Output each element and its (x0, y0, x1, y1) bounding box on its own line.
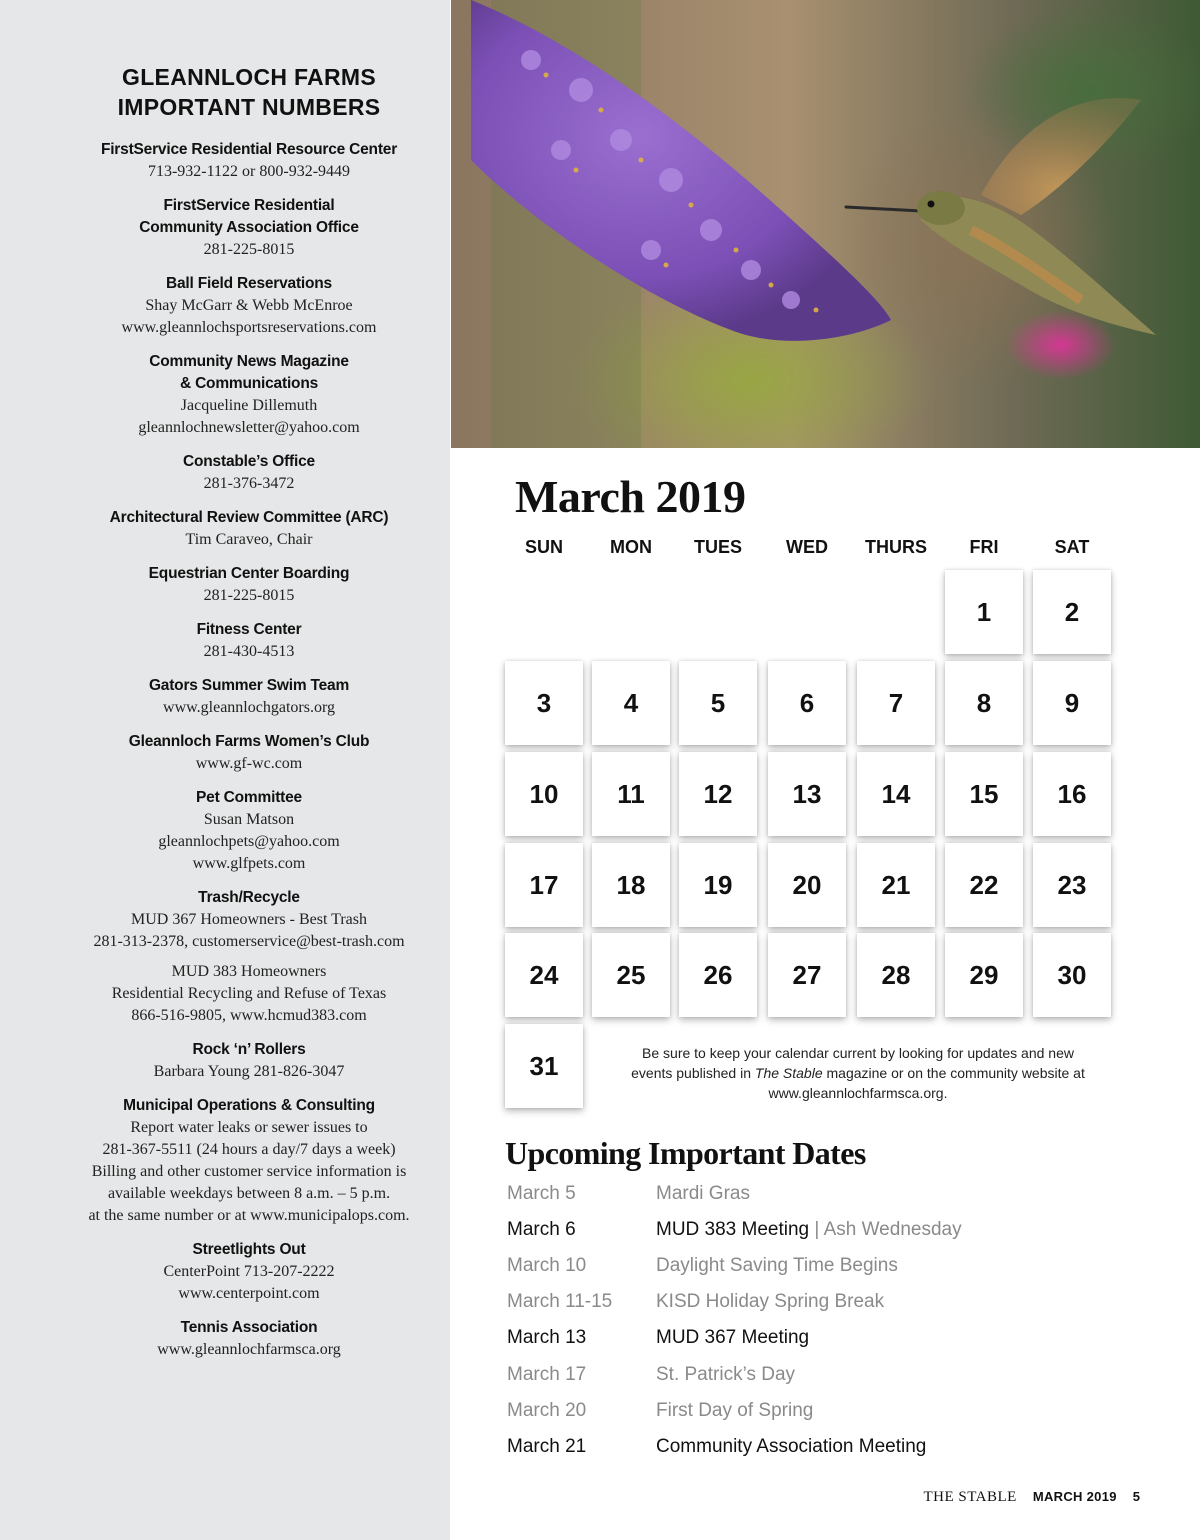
calendar-day: 10 (505, 752, 583, 836)
calendar-day: 6 (768, 661, 846, 745)
contact-detail: www.gleannlochgators.org (163, 699, 335, 716)
contact-detail: Tim Caraveo, Chair (185, 531, 313, 548)
event-date: March 11-15 (507, 1291, 613, 1313)
calendar-day: 28 (857, 933, 935, 1017)
contact-name: Community Association Office (139, 219, 359, 236)
contact-detail: Billing and other customer service information is (91, 1163, 407, 1180)
event-name: Community Association Meeting (656, 1435, 927, 1457)
calendar-day: 18 (592, 843, 670, 927)
contact-entry (0, 1317, 498, 1361)
contact-entry (0, 1095, 498, 1227)
calendar-day: 31 (505, 1024, 583, 1108)
upcoming-event (507, 1219, 1167, 1249)
event-name: Daylight Saving Time Begins (656, 1255, 898, 1277)
event-name: MUD 367 Meeting (656, 1327, 810, 1349)
weekday-label: TUES (693, 537, 742, 557)
calendar-day: 13 (768, 752, 846, 836)
upcoming-event (507, 1183, 1167, 1213)
contact-detail: MUD 367 Homeowners - Best Trash (131, 911, 367, 928)
contact-detail: www.gf-wc.com (195, 755, 303, 772)
contact-name: Municipal Operations & Consulting (123, 1097, 375, 1114)
contact-detail: MUD 383 Homeowners (171, 963, 327, 980)
calendar-day: 8 (945, 661, 1023, 745)
contact-detail: Barbara Young 281-826-3047 (153, 1063, 345, 1080)
calendar-day: 20 (768, 843, 846, 927)
calendar-day: 15 (945, 752, 1023, 836)
contact-entry (0, 1039, 498, 1083)
hummingbird-photo (451, 0, 1200, 448)
contact-name: Streetlights Out (192, 1241, 306, 1258)
contact-entry (0, 351, 498, 439)
upcoming-dates-title: Upcoming Important Dates (505, 1135, 866, 1171)
calendar-day: 21 (857, 843, 935, 927)
contact-detail: at the same number or at www.municipalops.com. (88, 1207, 410, 1224)
contact-detail: Susan Matson (203, 811, 295, 828)
contact-detail: Report water leaks or sewer issues to (130, 1119, 368, 1136)
weekday-label: SAT (1054, 537, 1090, 557)
contact-detail: 281-367-5511 (24 hours a day/7 days a week) (102, 1141, 396, 1158)
event-title (656, 1400, 813, 1422)
contact-detail: gleannlochpets@yahoo.com (158, 833, 340, 850)
contact-entry (0, 675, 498, 719)
contact-detail: CenterPoint 713-207-2222 (163, 1263, 335, 1280)
calendar-day: 3 (505, 661, 583, 745)
contact-name: & Communications (179, 375, 319, 392)
calendar-day: 4 (592, 661, 670, 745)
contact-entry (0, 139, 498, 183)
event-date: March 21 (507, 1435, 587, 1457)
upcoming-event (507, 1255, 1167, 1285)
contact-name: FirstService Residential Resource Center (100, 141, 398, 158)
contact-entry (0, 273, 498, 339)
contact-detail: www.gleannlochsportsreservations.com (121, 319, 377, 336)
event-secondary: | Ash Wednesday (809, 1219, 962, 1241)
calendar-day: 26 (679, 933, 757, 1017)
sidebar-title (0, 62, 498, 122)
contact-name: Trash/Recycle (198, 889, 300, 906)
weekday-label: FRI (969, 537, 999, 557)
contact-name: Tennis Association (180, 1319, 318, 1336)
contact-detail: 866-516-9805, www.hcmud383.com (131, 1007, 367, 1024)
contact-detail: 281-225-8015 (203, 587, 295, 604)
calendar-day: 23 (1033, 843, 1111, 927)
upcoming-event (507, 1327, 1167, 1357)
contact-entry (0, 507, 498, 551)
contact-entry (0, 787, 498, 875)
contact-detail: 281-430-4513 (203, 643, 295, 660)
event-title (656, 1327, 809, 1349)
upcoming-event (507, 1291, 1167, 1321)
contact-name: Gators Summer Swim Team (148, 677, 350, 694)
footer-magazine-name: THE STABLE (923, 1489, 1017, 1505)
event-extra: Ash Wednesday (823, 1219, 962, 1241)
event-date: March 13 (507, 1327, 587, 1349)
contact-name: Equestrian Center Boarding (148, 565, 350, 582)
calendar-day: 16 (1033, 752, 1111, 836)
event-name: Mardi Gras (656, 1183, 750, 1204)
page-footer (923, 1489, 1140, 1506)
calendar-day: 2 (1033, 570, 1111, 654)
weekday-label: MON (610, 537, 652, 557)
contact-detail: 281-225-8015 (203, 241, 295, 258)
contact-detail: 281-313-2378, customerservice@best-trash.com (93, 933, 405, 950)
calendar-note (628, 1043, 1088, 1103)
contact-entry (0, 731, 498, 775)
contact-detail: Residential Recycling and Refuse of Texas (111, 985, 387, 1002)
event-date: March 5 (507, 1183, 576, 1204)
calendar-day: 27 (768, 933, 846, 1017)
calendar-note-post: magazine or on the community website at www.gleannlochfarmsca.org. (768, 1065, 1085, 1101)
contact-entry (0, 563, 498, 607)
calendar-day: 25 (592, 933, 670, 1017)
calendar-day: 12 (679, 752, 757, 836)
contact-name: Rock ‘n’ Rollers (192, 1041, 306, 1058)
sidebar-title-line2: IMPORTANT NUMBERS (117, 94, 381, 120)
calendar-title: March 2019 (515, 471, 746, 522)
calendar-day: 11 (592, 752, 670, 836)
event-title (656, 1219, 962, 1241)
upcoming-event (507, 1364, 1167, 1394)
event-date: March 6 (507, 1219, 576, 1241)
calendar-day: 30 (1033, 933, 1111, 1017)
contact-detail: available weekdays between 8 a.m. – 5 p.m. (107, 1185, 391, 1202)
event-date: March 17 (507, 1363, 587, 1385)
contact-entry (0, 619, 498, 663)
contact-name: FirstService Residential (163, 197, 335, 214)
contact-entry (0, 887, 498, 1027)
event-title (656, 1255, 898, 1277)
contact-name: Fitness Center (196, 621, 302, 638)
contact-detail: Shay McGarr & Webb McEnroe (145, 297, 353, 314)
contact-name: Ball Field Reservations (166, 275, 332, 292)
calendar-day: 14 (857, 752, 935, 836)
calendar-day: 22 (945, 843, 1023, 927)
contact-detail: 281-376-3472 (203, 475, 295, 492)
contact-detail: Jacqueline Dillemuth (180, 397, 318, 414)
hummingbird-illustration (451, 0, 1200, 448)
calendar-note-magazine: The Stable (754, 1065, 823, 1081)
event-date: March 10 (507, 1255, 587, 1277)
weekday-label: SUN (524, 537, 563, 557)
upcoming-event (507, 1400, 1167, 1430)
calendar-day: 29 (945, 933, 1023, 1017)
contact-name: Community News Magazine (149, 353, 349, 370)
event-name: KISD Holiday Spring Break (656, 1291, 885, 1313)
event-date: March 20 (507, 1399, 587, 1421)
calendar-day: 1 (945, 570, 1023, 654)
calendar-day: 19 (679, 843, 757, 927)
event-name: First Day of Spring (656, 1399, 814, 1421)
contact-list (0, 139, 498, 1373)
event-name: MUD 383 Meeting (656, 1219, 810, 1241)
sidebar-title-line1: GLEANNLOCH FARMS (122, 64, 376, 90)
contact-detail: www.glfpets.com (192, 855, 306, 872)
contact-name: Constable’s Office (183, 453, 315, 470)
page-number: 5 (1132, 1489, 1140, 1504)
contact-entry (0, 195, 498, 261)
calendar-day: 9 (1033, 661, 1111, 745)
contact-detail: www.gleannlochfarmsca.org (157, 1341, 341, 1358)
contact-detail: www.centerpoint.com (178, 1285, 320, 1302)
event-title (656, 1364, 795, 1386)
important-numbers-sidebar (0, 0, 450, 1540)
contact-detail: gleannlochnewsletter@yahoo.com (138, 419, 360, 436)
calendar-day: 5 (679, 661, 757, 745)
calendar-day: 17 (505, 843, 583, 927)
weekday-label: WED (786, 537, 828, 557)
calendar-day: 24 (505, 933, 583, 1017)
contact-name: Gleannloch Farms Women’s Club (128, 733, 370, 750)
event-title (656, 1436, 926, 1458)
contact-entry (0, 1239, 498, 1305)
event-title (656, 1183, 750, 1205)
upcoming-event (507, 1436, 1167, 1466)
contact-name: Pet Committee (196, 789, 302, 806)
contact-entry (0, 451, 498, 495)
event-name: St. Patrick’s Day (656, 1363, 796, 1385)
event-title (656, 1291, 884, 1313)
contact-detail: 713-932-1122 or 800-932-9449 (147, 163, 351, 180)
weekday-label: THURS (865, 537, 927, 557)
calendar-day: 7 (857, 661, 935, 745)
calendar-note-pre: Be sure to keep your calendar current by looking for updates and new events published in (631, 1045, 1074, 1081)
contact-name: Architectural Review Committee (ARC) (109, 509, 389, 526)
footer-issue: MARCH 2019 (1032, 1489, 1117, 1504)
